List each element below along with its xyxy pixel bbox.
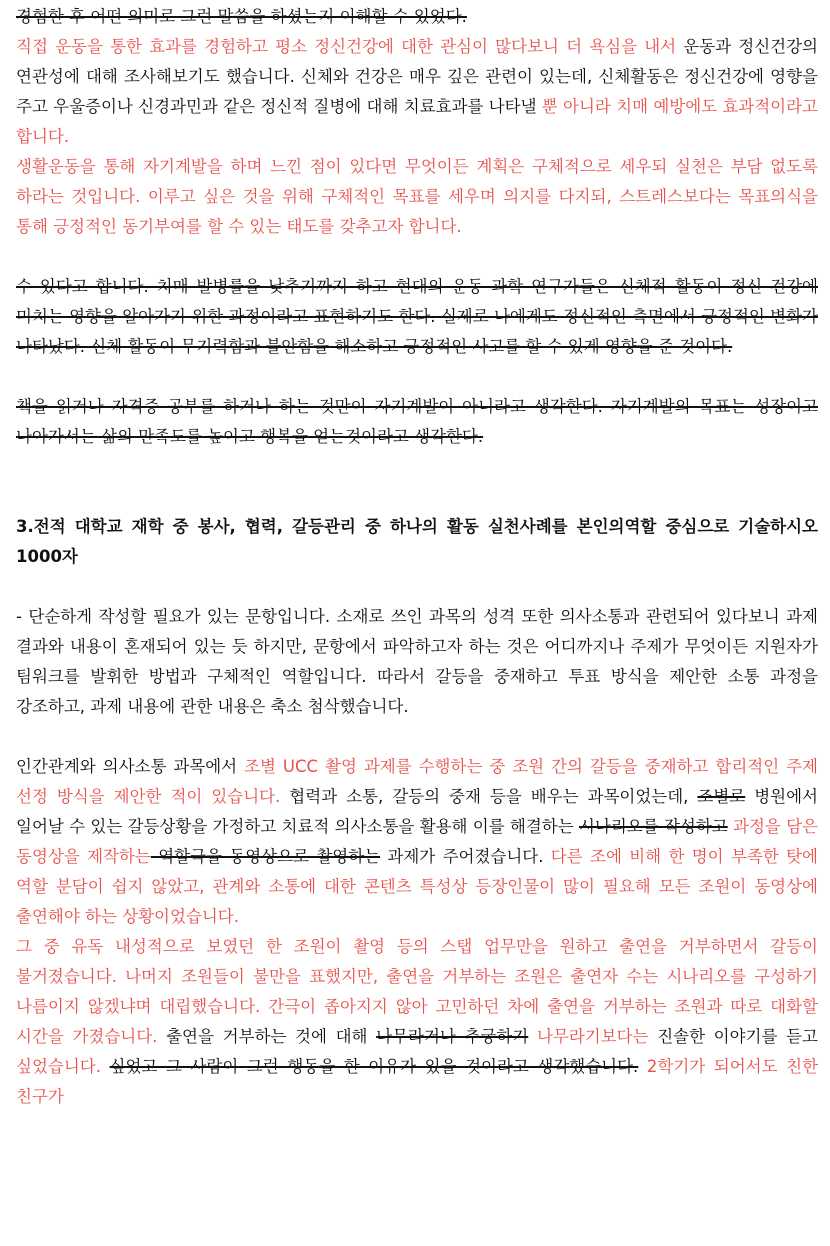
highlighted-text: 2학기가 되어서도 친한 친구가 [16,1057,819,1106]
body-text: 병원에서 일어날 수 있는 갈등상황을 가정하고 치료적 의사소통을 활용해 이를 해결하는 [16,787,818,836]
body-text: - 단순하게 작성할 필요가 있는 문항입니다. 소재로 쓰인 과목의 성격 또한 의사소통과 관련되어 있다보니 과제 결과와 내용이 혼재되어 있는 듯 하지만, 문항에서 파악하고자 하는 것은 어디까지나 주제가 무엇이든 지원자가 팀워크를 발휘한 방법과 구체적인 역할입니다. 따라서 갈등을 중재하고 투표 방식을 제안한 소통 과정을 강조하고, 과제 내용에 관한 내용은 축소 첨삭했습니다. [16,607,818,716]
highlighted-text: 다른 조에 비해 한 명이 부족한 탓에 역할 분담이 쉽지 않았고, 관계와 소통에 대한 콘텐츠 특성상 등장인물이 많이 필요해 모든 조원이 동영상에 출연해야 하는 상황이었습니다. [16,847,818,926]
section-heading [16,512,818,572]
paragraph [16,932,818,1112]
paragraph [16,152,818,242]
body-text: 운동과 정신건강의 연관성에 대해 조사해보기도 했습니다. 신체와 건강은 매우 깊은 관련이 있는데, 신체활동은 정신건강에 영향을 주고 우울증이나 신경과민과 같은 정신적 질병에 대해 치료효과를 나타낼 [16,37,818,116]
blank-line [16,242,818,272]
highlighted-text: 과정을 담은 동영상을 제작하는 [16,817,818,866]
body-text [101,1057,110,1076]
blank-line [16,572,818,602]
paragraph [16,752,818,932]
body-text: 출연을 거부하는 것에 대해 [157,1027,377,1046]
highlighted-text: 조별 UCC 촬영 과제를 수행하는 중 조원 간의 갈등을 중재하고 합리적인 주제 선정 방식을 제안한 적이 있습니다. [16,757,818,806]
highlighted-text: 뿐 아니라 치매 예방에도 효과적이라고 합니다. [16,97,818,146]
struck-text: 책을 읽거나 자격증 공부를 하거나 하는 것만이 자기계발이 아니라고 생각한다. 자기계발의 목표는 성장이고 나아가서는 삶의 만족도를 높이고 행복을 얻는것이라고 생각한다. [16,397,818,446]
struck-text: 경험한 후 어떤 의미로 그런 말씀을 하셨는지 이해할 수 있었다. [16,7,467,26]
blank-line [16,362,818,392]
struck-text: 싶었고 그 사람이 그런 행동을 한 이유가 있을 것이라고 생각했습니다. [109,1057,639,1076]
highlighted-text: 나무라기보다는 [528,1027,649,1046]
paragraph [16,272,818,362]
struck-text: 역할극을 동영상으로 촬영하는 [150,847,381,866]
body-text: 협력과 소통, 갈등의 중재 등을 배우는 과목이었는데, [280,787,698,806]
struck-text: 시나리오를 작성하고 [578,817,728,836]
highlighted-text: 생활운동을 통해 자기계발을 하며 느낀 점이 있다면 무엇이든 계획은 구체적으로 세우되 실천은 부담 없도록 하라는 것입니다. 이루고 싶은 것을 위해 구체적인 목표를 세우며 의지를 다지되, 스트레스보다는 목표의식을 통해 긍정적인 동기부여를 할 수 있는 태도를 갖추고자 합니다. [16,157,818,236]
body-text: 과제가 주어졌습니다. [380,847,544,866]
blank-line [16,722,818,752]
paragraph [16,602,818,722]
paragraph [16,32,818,152]
paragraph [16,2,818,32]
document-body [16,0,818,1112]
body-text: 3.전적 대학교 재학 중 봉사, 협력, 갈등관리 중 하나의 활동 실천사례를 본인의역할 중심으로 기술하시오 1000자 [16,517,818,566]
struck-text: 조별로 [697,787,746,806]
struck-text: 나무라거나 추궁하기 [376,1027,529,1046]
blank-line [16,482,818,512]
highlighted-text: 직접 운동을 통한 효과를 경험하고 평소 정신건강에 대한 관심이 많다보니 더 욕심을 내서 [16,37,677,56]
highlighted-text: 싶었습니다. [16,1057,101,1076]
struck-text: 수 있다고 합니다. 치매 발병률을 낮추기까지 하고 현대의 운동 과학 연구가들은 신체적 활동이 정신 건강에 미치는 영향을 알아가기 위한 과정이라고 표현하기도 한다. 실제로 나에게도 정신적인 측면에서 긍정적인 변화가 나타났다. 신체 활동이 무기력함과 불안함을 해소하고 긍정적인 사고를 할 수 있게 영향을 준 것이다. [16,277,818,356]
paragraph [16,392,818,452]
blank-line [16,452,818,482]
highlighted-text: 그 중 유독 내성적으로 보였던 한 조원이 촬영 등의 스탭 업무만을 원하고 출연을 거부하면서 갈등이 불거졌습니다. 나머지 조원들이 불만을 표했지만, 출연을 거부하는 조원은 출연자 수는 시나리오를 구성하기 나름이지 않겠냐며 대립했습니다. 간극이 좁아지지 않아 고민하던 차에 출연을 거부하는 조원과 따로 대화할 시간을 가졌습니다. [16,937,818,1046]
body-text: 진솔한 이야기를 듣고 [648,1027,818,1046]
body-text: 인간관계와 의사소통 과목에서 [16,757,245,776]
